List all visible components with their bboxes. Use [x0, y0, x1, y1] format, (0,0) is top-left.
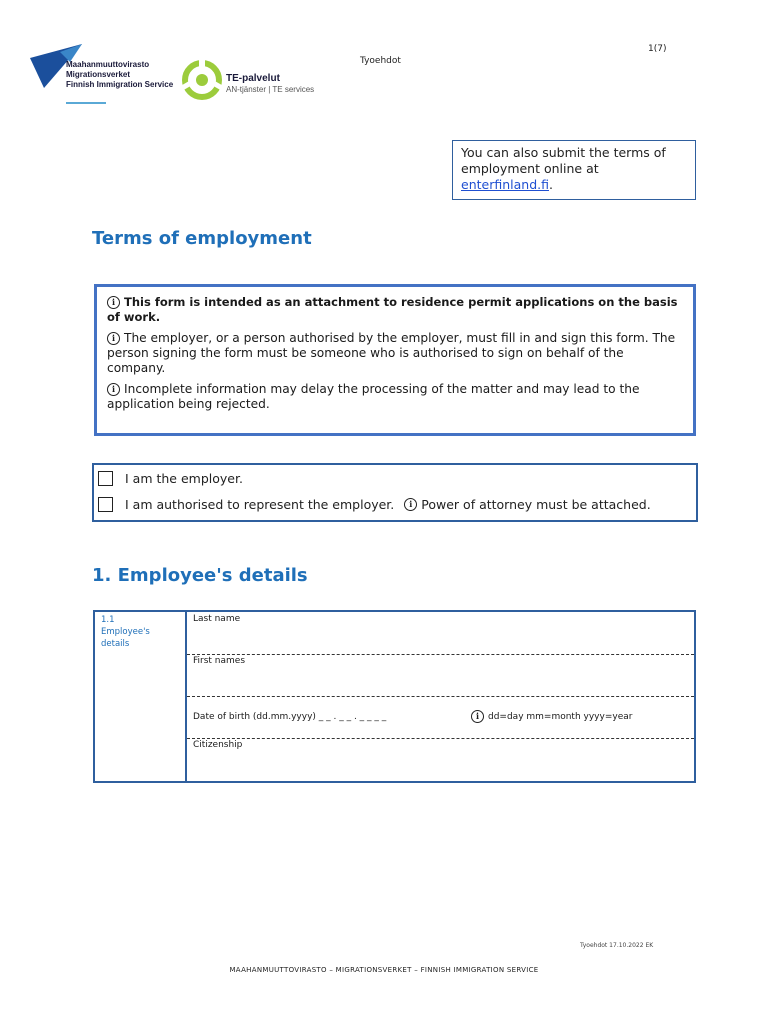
footer-agency-line: MAAHANMUUTTOVIRASTO – MIGRATIONSVERKET – FINNISH IMMIGRATION SERVICE [229, 966, 539, 974]
info-circle-icon: i [107, 296, 120, 309]
authorised-label: I am authorised to represent the employer. [125, 497, 395, 512]
migri-name: Maahanmuuttovirasto Migrationsverket Finnish Immigration Service [66, 60, 174, 89]
document-name: Tyoehdot [360, 56, 401, 66]
first-names-label: First names [193, 656, 246, 666]
date-of-birth-label: Date of birth (dd.mm.yyyy) _ _ . _ _ . _ _ _ _ [193, 712, 387, 722]
signer-role-group [92, 463, 698, 522]
info-circle-icon: i [107, 383, 120, 396]
page-number: 1(7) [648, 44, 667, 54]
te-palvelut-subtitle: AN-tjänster | TE services [226, 85, 315, 94]
employer-option[interactable] [98, 471, 243, 486]
info-box [94, 284, 696, 436]
section-title-employee: 1. Employee's details [92, 565, 308, 586]
citizenship-label: Citizenship [193, 740, 243, 750]
first-names-field[interactable] [187, 654, 694, 697]
employer-label: I am the employer. [125, 471, 243, 486]
date-format-hint: i dd=day mm=month yyyy=year [471, 710, 632, 723]
power-of-attorney-note: Power of attorney must be attached. [421, 497, 651, 512]
online-submission-note [452, 140, 696, 200]
enterfinland-link[interactable]: enterfinland.fi [461, 177, 549, 192]
citizenship-field[interactable] [187, 738, 694, 780]
section-label-cell [95, 612, 187, 781]
info-circle-icon: i [404, 498, 417, 511]
info-item-incomplete: i Incomplete information may delay the processing of the matter and may lead to the application being rejected. [107, 382, 640, 411]
page-title: Terms of employment [92, 228, 312, 249]
last-name-label: Last name [193, 614, 241, 624]
te-palvelut-title: TE-palvelut [226, 73, 280, 84]
te-palvelut-logo-icon [182, 60, 222, 100]
form-code: Tyoehdot 17.10.2022 EK [580, 942, 654, 949]
authorised-checkbox[interactable] [98, 497, 113, 512]
last-name-field[interactable] [187, 612, 694, 655]
online-note-text: You can also submit the terms of employment online at [461, 145, 666, 176]
employee-details-table [93, 610, 696, 783]
online-note-suffix: . [548, 177, 553, 192]
info-item-signer: i The employer, or a person authorised by the employer, must fill in and sign this form. The person signing the form must be someone who is authorised to sign on behalf of the company. [107, 331, 676, 375]
migri-underline [66, 102, 106, 104]
date-of-birth-field[interactable] [187, 696, 694, 739]
employer-checkbox[interactable] [98, 471, 113, 486]
section-label: 1.1 Employee's details [101, 615, 150, 649]
info-item-attachment: i This form is intended as an attachment to residence permit applications on the basis of work. [107, 295, 678, 324]
authorised-option[interactable] [98, 497, 651, 512]
info-circle-icon: i [107, 332, 120, 345]
info-circle-icon: i [471, 710, 484, 723]
